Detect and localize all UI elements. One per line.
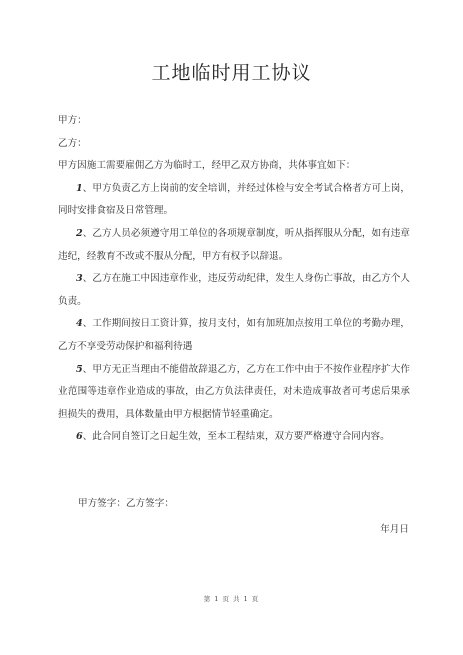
clause-text: 、乙方在施工中因违章作业，违反劳动纪律，发生人身伤亡事故，由乙方个人负责。 (58, 273, 410, 307)
party-a-label: 甲方： (58, 115, 87, 126)
clause-text: 、甲方负责乙方上岗前的安全培训，并经过体检与安全考试合格者方可上岗，同时安排食宿及日常管理。 (58, 182, 410, 217)
clause-number: 1 (76, 182, 83, 194)
clause-5 (58, 359, 410, 427)
date-line: 年月日 (380, 524, 409, 535)
clause-number: 6 (76, 431, 83, 443)
clause-2 (58, 223, 410, 268)
clause-text: 、工作期间按日工资计算，按月支付，如有加班加点按用工单位的考勤办理，乙方不享受劳动保护和福利待遇 (58, 318, 410, 352)
clause-text: 、此合同自签订之日起生效，至本工程结束，双方要严格遵守合同内容。 (82, 431, 390, 443)
page-number-footer: 第 1 页 共 1 页 (203, 595, 260, 603)
clause-number: 5 (76, 363, 83, 375)
clause-number: 3 (76, 273, 83, 285)
party-b-label: 乙方： (58, 137, 87, 149)
clause-1 (58, 178, 410, 223)
clause-number: 4 (76, 318, 83, 330)
signature-line: 甲方签字：乙方签字： (78, 498, 174, 509)
clause-6 (58, 426, 410, 449)
clause-text: 、甲方无正当理由不能借故辞退乙方，乙方在工作中由于不按作业程序扩大作业范围等违章作业造成的事故，由乙方负法律责任，对未造成事故者可考虑后果承担损失的费用，具体数量由甲方根据情节轻重确定。 (58, 363, 410, 420)
document-body (58, 110, 410, 449)
intro-text: 甲方因施工需要雇佣乙方为临时工，经甲乙双方协商，共体事宜如下： (58, 160, 356, 172)
clause-4 (58, 313, 410, 358)
document-title: 工地临时用工协议 (151, 62, 312, 84)
clause-3 (58, 268, 410, 313)
clause-text: 、乙方人员必须遵守用工单位的各项规章制度，听从指挥服从分配，如有违章违纪，经教育不改或不服从分配，甲方有权予以辞退。 (58, 227, 410, 262)
clause-number: 2 (76, 227, 83, 239)
